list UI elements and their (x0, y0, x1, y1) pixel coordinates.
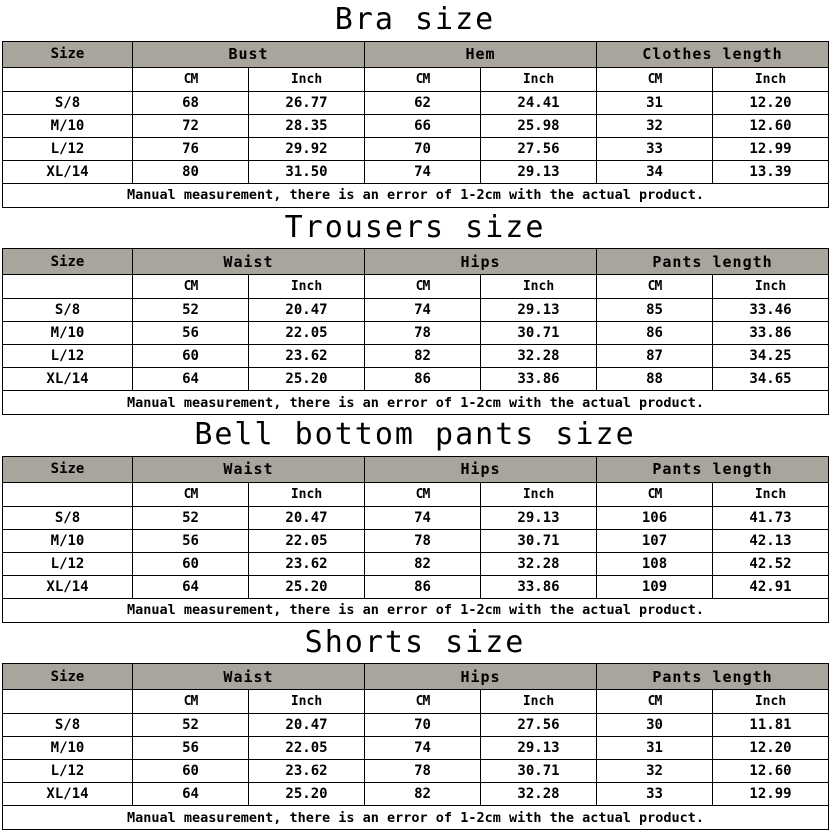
row-size: M/10 (3, 322, 133, 345)
row-size: S/8 (3, 91, 133, 114)
row-size: XL/14 (3, 783, 133, 806)
unit-inch-2: Inch (481, 67, 597, 91)
cell-value: 23.62 (249, 345, 365, 368)
cell-value: 30.71 (481, 529, 597, 552)
header-measure-2: Hem (365, 41, 597, 67)
cell-value: 12.20 (713, 91, 829, 114)
cell-value: 42.91 (713, 575, 829, 598)
unit-inch-1: Inch (249, 275, 365, 299)
size-section-bra (2, 4, 828, 208)
table-header-row (3, 456, 829, 482)
cell-value: 12.20 (713, 737, 829, 760)
header-measure-1: Waist (133, 456, 365, 482)
unit-cm-2: CM (365, 275, 481, 299)
header-measure-2: Hips (365, 456, 597, 482)
cell-value: 70 (365, 714, 481, 737)
table-row (3, 575, 829, 598)
size-table (2, 41, 829, 208)
cell-value: 22.05 (249, 322, 365, 345)
cell-value: 30.71 (481, 322, 597, 345)
row-size: XL/14 (3, 160, 133, 183)
table-header-row (3, 41, 829, 67)
cell-value: 82 (365, 345, 481, 368)
row-size: L/12 (3, 137, 133, 160)
cell-value: 76 (133, 137, 249, 160)
row-size: S/8 (3, 506, 133, 529)
cell-value: 33.86 (481, 368, 597, 391)
header-size: Size (3, 41, 133, 67)
cell-value: 32.28 (481, 552, 597, 575)
header-size: Size (3, 664, 133, 690)
cell-value: 32.28 (481, 783, 597, 806)
cell-value: 31.50 (249, 160, 365, 183)
header-measure-2: Hips (365, 664, 597, 690)
cell-value: 64 (133, 368, 249, 391)
row-size: S/8 (3, 299, 133, 322)
cell-value: 66 (365, 114, 481, 137)
cell-value: 32.28 (481, 345, 597, 368)
cell-value: 56 (133, 529, 249, 552)
header-measure-1: Bust (133, 41, 365, 67)
cell-value: 82 (365, 783, 481, 806)
table-row (3, 783, 829, 806)
cell-value: 12.99 (713, 783, 829, 806)
section-title: Trousers size (2, 212, 828, 244)
size-table (2, 663, 829, 830)
header-measure-1: Waist (133, 664, 365, 690)
cell-value: 23.62 (249, 760, 365, 783)
size-section-trousers (2, 212, 828, 416)
cell-value: 107 (597, 529, 713, 552)
unit-inch-1: Inch (249, 482, 365, 506)
measurement-note: Manual measurement, there is an error of 1-2cm with the actual product. (3, 806, 829, 830)
size-section-bell-bottom-pants (2, 419, 828, 623)
table-note-row (3, 598, 829, 622)
table-row (3, 299, 829, 322)
unit-inch-1: Inch (249, 67, 365, 91)
cell-value: 80 (133, 160, 249, 183)
table-row (3, 368, 829, 391)
cell-value: 42.52 (713, 552, 829, 575)
unit-cm-2: CM (365, 67, 481, 91)
measurement-note: Manual measurement, there is an error of 1-2cm with the actual product. (3, 598, 829, 622)
table-row (3, 760, 829, 783)
table-unit-row (3, 275, 829, 299)
cell-value: 25.20 (249, 368, 365, 391)
unit-cm-1: CM (133, 275, 249, 299)
cell-value: 28.35 (249, 114, 365, 137)
cell-value: 60 (133, 552, 249, 575)
cell-value: 108 (597, 552, 713, 575)
cell-value: 74 (365, 299, 481, 322)
unit-blank (3, 482, 133, 506)
cell-value: 62 (365, 91, 481, 114)
cell-value: 52 (133, 714, 249, 737)
header-measure-3: Pants length (597, 456, 829, 482)
cell-value: 64 (133, 783, 249, 806)
cell-value: 87 (597, 345, 713, 368)
cell-value: 34.65 (713, 368, 829, 391)
unit-cm-1: CM (133, 482, 249, 506)
unit-inch-3: Inch (713, 482, 829, 506)
cell-value: 22.05 (249, 529, 365, 552)
table-row (3, 322, 829, 345)
cell-value: 86 (597, 322, 713, 345)
table-row (3, 506, 829, 529)
cell-value: 33 (597, 783, 713, 806)
unit-blank (3, 690, 133, 714)
table-header-row (3, 249, 829, 275)
unit-cm-3: CM (597, 67, 713, 91)
cell-value: 25.20 (249, 575, 365, 598)
cell-value: 72 (133, 114, 249, 137)
cell-value: 60 (133, 760, 249, 783)
section-title: Bell bottom pants size (2, 419, 828, 451)
cell-value: 29.13 (481, 506, 597, 529)
table-row (3, 529, 829, 552)
table-header-row (3, 664, 829, 690)
unit-cm-3: CM (597, 482, 713, 506)
header-size: Size (3, 249, 133, 275)
header-measure-3: Pants length (597, 664, 829, 690)
cell-value: 64 (133, 575, 249, 598)
cell-value: 29.13 (481, 299, 597, 322)
cell-value: 27.56 (481, 137, 597, 160)
cell-value: 24.41 (481, 91, 597, 114)
cell-value: 82 (365, 552, 481, 575)
cell-value: 11.81 (713, 714, 829, 737)
unit-cm-2: CM (365, 690, 481, 714)
row-size: M/10 (3, 737, 133, 760)
row-size: L/12 (3, 760, 133, 783)
unit-inch-3: Inch (713, 67, 829, 91)
table-row (3, 114, 829, 137)
unit-inch-2: Inch (481, 482, 597, 506)
cell-value: 106 (597, 506, 713, 529)
cell-value: 29.92 (249, 137, 365, 160)
unit-cm-3: CM (597, 275, 713, 299)
cell-value: 74 (365, 160, 481, 183)
unit-inch-3: Inch (713, 690, 829, 714)
unit-cm-3: CM (597, 690, 713, 714)
cell-value: 42.13 (713, 529, 829, 552)
header-measure-3: Pants length (597, 249, 829, 275)
cell-value: 34.25 (713, 345, 829, 368)
table-unit-row (3, 67, 829, 91)
cell-value: 56 (133, 737, 249, 760)
table-row (3, 137, 829, 160)
cell-value: 52 (133, 506, 249, 529)
unit-blank (3, 67, 133, 91)
table-row (3, 552, 829, 575)
row-size: XL/14 (3, 575, 133, 598)
cell-value: 20.47 (249, 714, 365, 737)
cell-value: 33.86 (481, 575, 597, 598)
cell-value: 29.13 (481, 737, 597, 760)
cell-value: 23.62 (249, 552, 365, 575)
cell-value: 86 (365, 575, 481, 598)
cell-value: 74 (365, 506, 481, 529)
cell-value: 52 (133, 299, 249, 322)
unit-cm-1: CM (133, 690, 249, 714)
table-unit-row (3, 690, 829, 714)
row-size: XL/14 (3, 368, 133, 391)
unit-inch-2: Inch (481, 275, 597, 299)
row-size: M/10 (3, 529, 133, 552)
table-row (3, 91, 829, 114)
unit-inch-2: Inch (481, 690, 597, 714)
size-table (2, 248, 829, 415)
table-row (3, 714, 829, 737)
table-note-row (3, 391, 829, 415)
table-row (3, 160, 829, 183)
cell-value: 26.77 (249, 91, 365, 114)
cell-value: 31 (597, 737, 713, 760)
cell-value: 25.98 (481, 114, 597, 137)
cell-value: 12.99 (713, 137, 829, 160)
cell-value: 32 (597, 114, 713, 137)
cell-value: 78 (365, 529, 481, 552)
unit-cm-1: CM (133, 67, 249, 91)
table-row (3, 345, 829, 368)
unit-inch-3: Inch (713, 275, 829, 299)
cell-value: 27.56 (481, 714, 597, 737)
cell-value: 22.05 (249, 737, 365, 760)
unit-blank (3, 275, 133, 299)
cell-value: 56 (133, 322, 249, 345)
cell-value: 25.20 (249, 783, 365, 806)
cell-value: 13.39 (713, 160, 829, 183)
cell-value: 30.71 (481, 760, 597, 783)
header-size: Size (3, 456, 133, 482)
header-measure-2: Hips (365, 249, 597, 275)
cell-value: 12.60 (713, 760, 829, 783)
cell-value: 34 (597, 160, 713, 183)
row-size: S/8 (3, 714, 133, 737)
cell-value: 32 (597, 760, 713, 783)
cell-value: 20.47 (249, 299, 365, 322)
cell-value: 74 (365, 737, 481, 760)
row-size: M/10 (3, 114, 133, 137)
size-table (2, 456, 829, 623)
cell-value: 60 (133, 345, 249, 368)
cell-value: 88 (597, 368, 713, 391)
unit-inch-1: Inch (249, 690, 365, 714)
cell-value: 33.46 (713, 299, 829, 322)
section-title: Bra size (2, 4, 828, 36)
header-measure-1: Waist (133, 249, 365, 275)
cell-value: 29.13 (481, 160, 597, 183)
size-chart-page (0, 4, 830, 830)
table-note-row (3, 183, 829, 207)
cell-value: 12.60 (713, 114, 829, 137)
cell-value: 20.47 (249, 506, 365, 529)
cell-value: 78 (365, 322, 481, 345)
row-size: L/12 (3, 552, 133, 575)
header-measure-3: Clothes length (597, 41, 829, 67)
section-title: Shorts size (2, 627, 828, 659)
cell-value: 33.86 (713, 322, 829, 345)
table-note-row (3, 806, 829, 830)
cell-value: 31 (597, 91, 713, 114)
cell-value: 30 (597, 714, 713, 737)
cell-value: 86 (365, 368, 481, 391)
cell-value: 41.73 (713, 506, 829, 529)
unit-cm-2: CM (365, 482, 481, 506)
measurement-note: Manual measurement, there is an error of 1-2cm with the actual product. (3, 391, 829, 415)
size-section-shorts (2, 627, 828, 830)
cell-value: 33 (597, 137, 713, 160)
table-unit-row (3, 482, 829, 506)
row-size: L/12 (3, 345, 133, 368)
cell-value: 109 (597, 575, 713, 598)
cell-value: 78 (365, 760, 481, 783)
cell-value: 68 (133, 91, 249, 114)
cell-value: 70 (365, 137, 481, 160)
measurement-note: Manual measurement, there is an error of 1-2cm with the actual product. (3, 183, 829, 207)
table-row (3, 737, 829, 760)
cell-value: 85 (597, 299, 713, 322)
